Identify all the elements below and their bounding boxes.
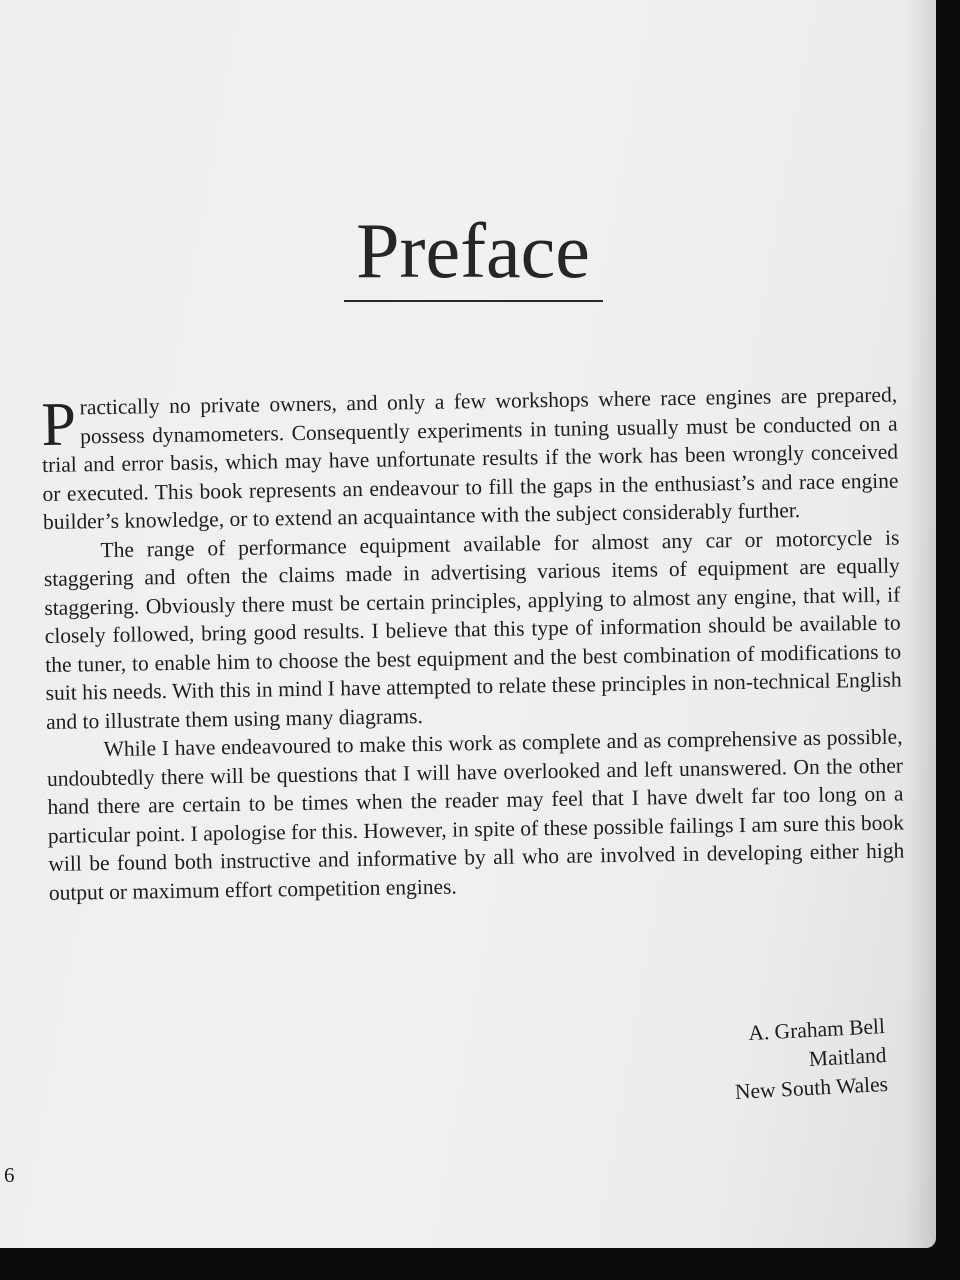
paragraph-1 xyxy=(41,381,899,537)
paragraph-1-text: ractically no private owners, and only a few workshops where race engines are prepared, possess dynamometers. Consequently experiments in tuning usually must be conducted on a trial and error basis, which may have unfortunate results if the work has been wrongly conceived or executed. This book represents an endeavour to fill the gaps in the enthusiast’s and race engine builder’s knowledge, or to extend an acquaintance with the subject considerably further. xyxy=(41,382,899,534)
author-signature xyxy=(731,1012,888,1107)
drop-cap: P xyxy=(40,390,77,459)
page-title: Preface xyxy=(356,207,590,294)
page-number: 6 xyxy=(4,1163,15,1187)
author-town: Maitland xyxy=(808,1042,887,1071)
paragraph-3: While I have endeavoured to make this work as complete and as comprehensive as possible, undoubtedly there will be questions that I will have overlooked and left unanswered. On the other hand there are certain to be times when the reader may feel that I have dwelt far too long on a particular point. I apologise for this. However, in spite of these possible failings I am sure this book will be found both instructive and informative by all who are involved in developing either high output or maximum effort competition engines. xyxy=(46,724,905,905)
author-name: A. Graham Bell xyxy=(747,1013,886,1046)
preface-body xyxy=(41,381,905,907)
paragraph-2: The range of performance equipment available for almost any car or motorcycle is staggering and often the claims made in advertising various items of equipment are equally staggering. Obviously there must be certain principles, applying to almost any engine, that will, if closely followed, bring good results. I believe that this type of information should be available to the tuner, to enable him to choose the best equipment and the best combination of modifications to suit his needs. With this in mind I have attempted to relate these principles in non-technical English and to illustrate them using many diagrams. xyxy=(43,525,902,734)
author-region: New South Wales xyxy=(734,1071,889,1104)
title-underline xyxy=(344,300,603,302)
